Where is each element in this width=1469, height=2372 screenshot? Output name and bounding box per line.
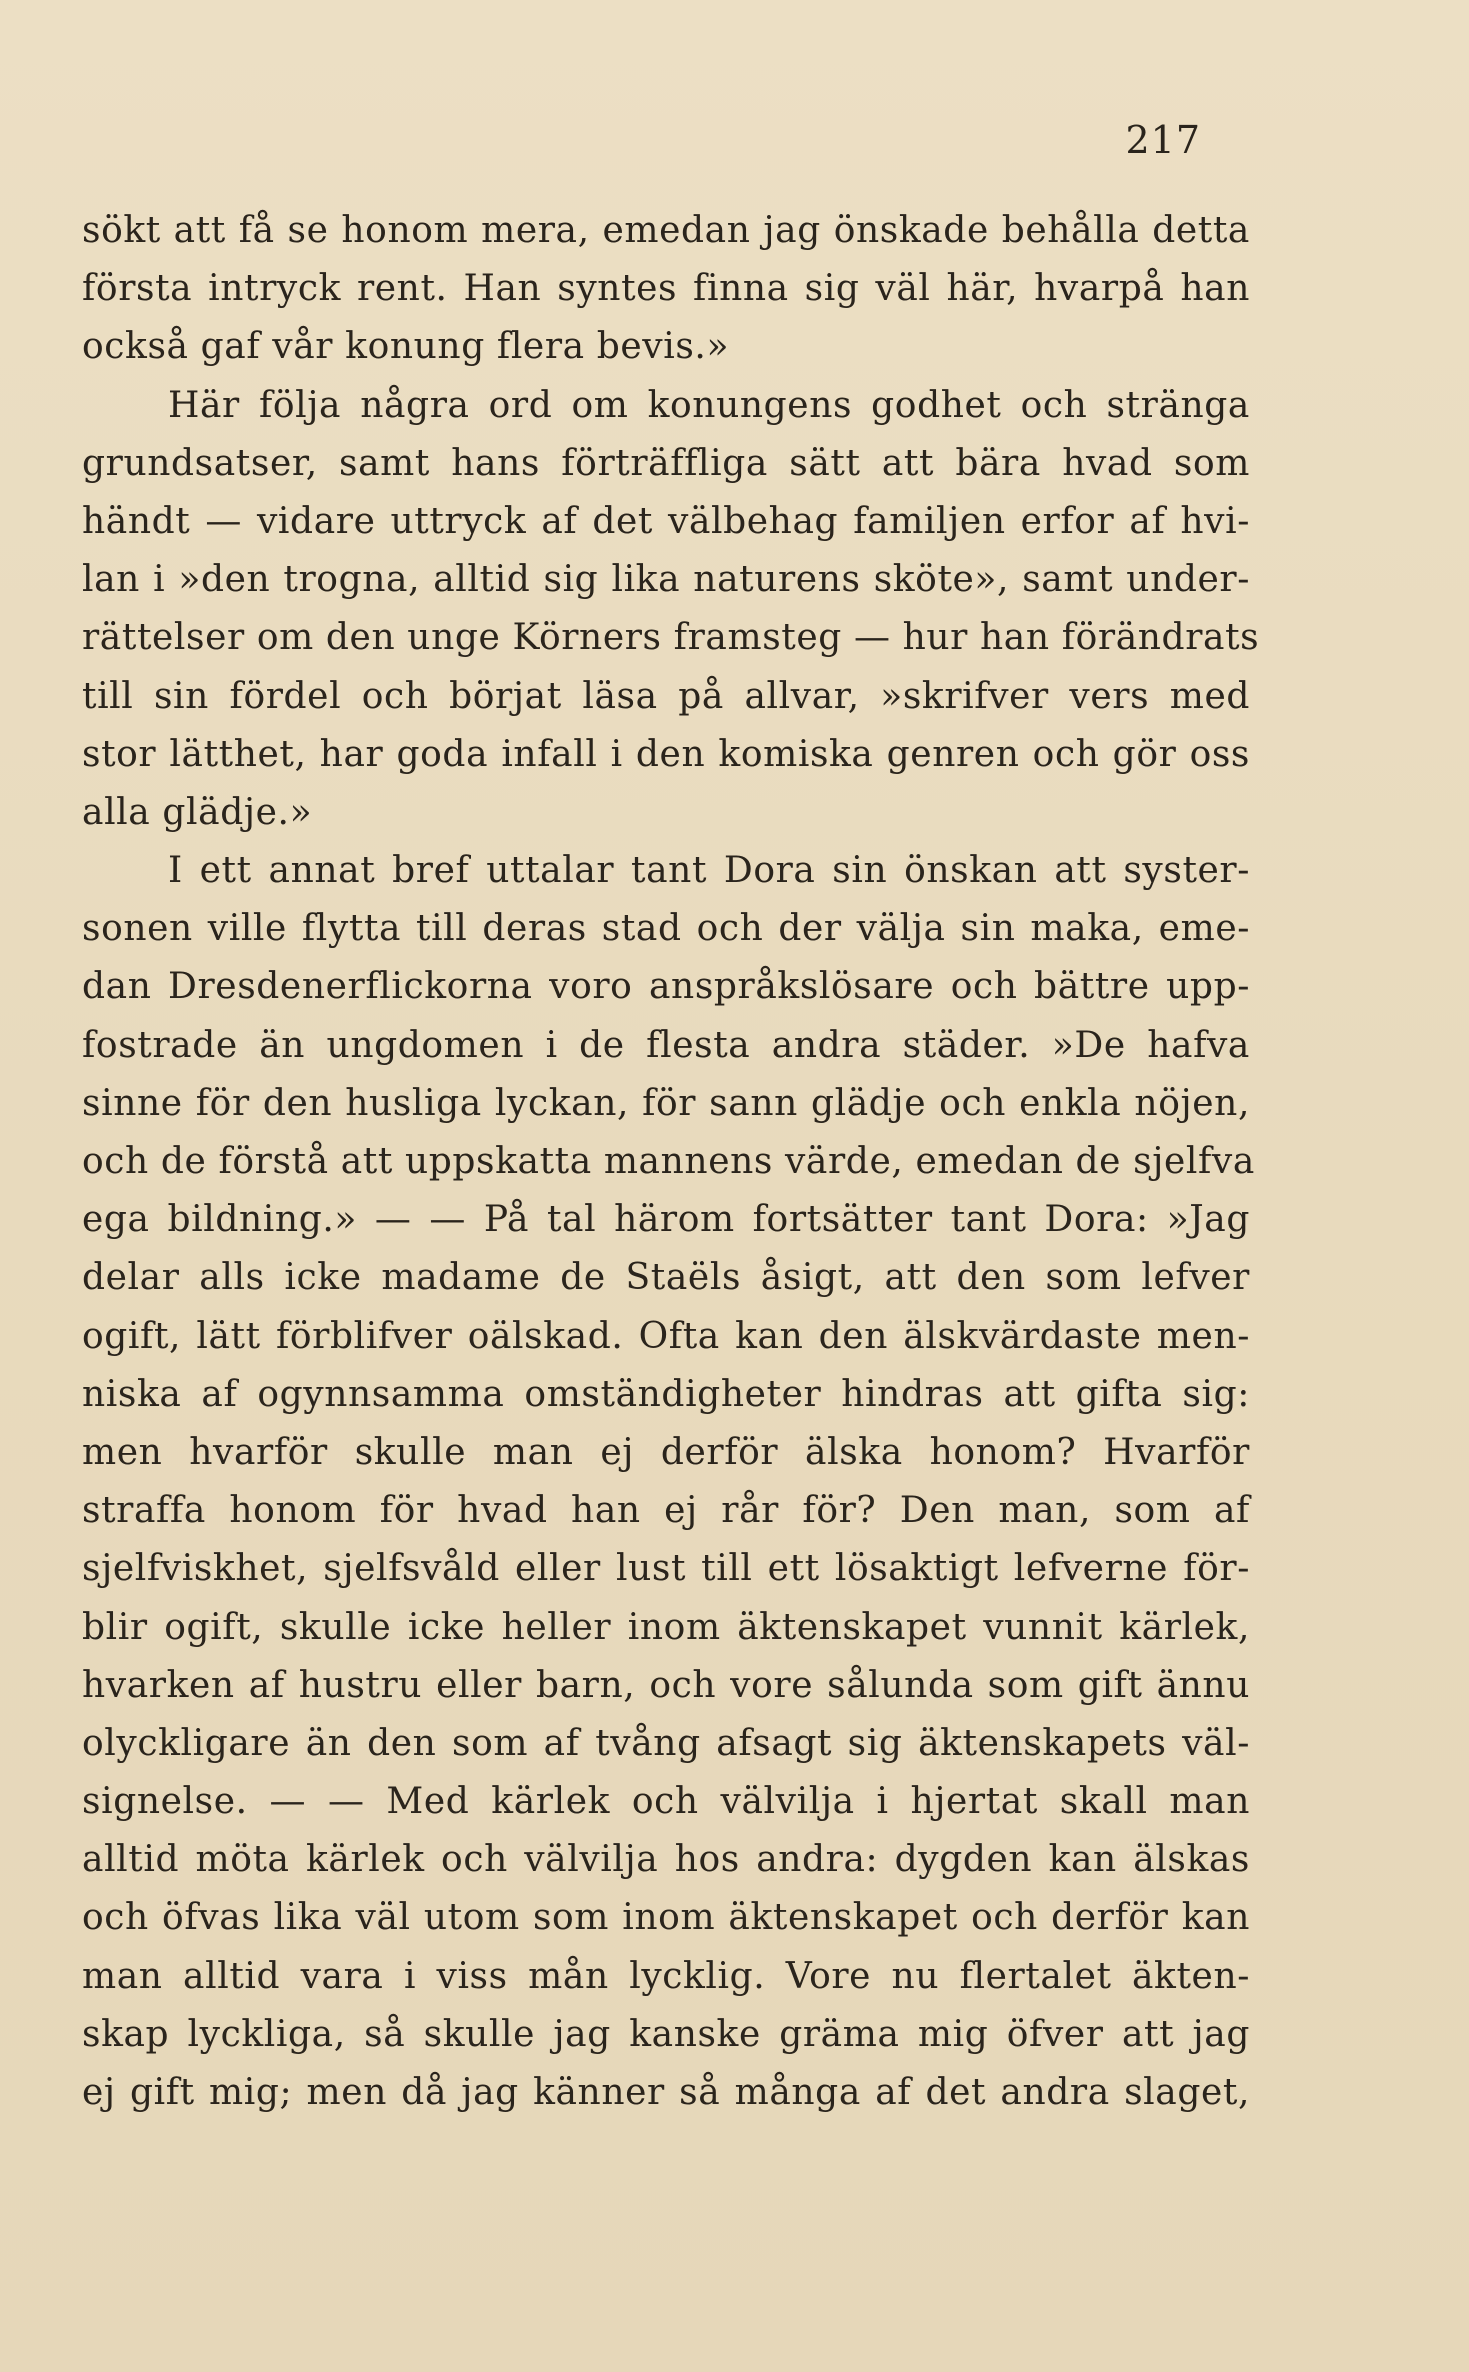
text-line: händt — vidare uttryck af det välbehag familjen erfor af hvi- [82,500,1250,542]
text-line: sinne för den husliga lyckan, för sann glädje och enkla nöjen, [82,1082,1250,1124]
text-line: också gaf vår konung flera bevis.» [82,326,730,368]
text-line: till sin fördel och börjat läsa på allvar, »skrifver vers med [82,675,1250,717]
text-line: alla glädje.» [82,791,313,833]
text-line: sonen ville flytta till deras stad och der välja sin maka, eme- [82,908,1250,950]
text-line: alltid möta kärlek och välvilja hos andra: dygden kan älskas [82,1839,1250,1881]
text-line: man alltid vara i viss mån lycklig. Vore nu flertalet äkten- [82,1955,1250,1997]
text-line: delar alls icke madame de Staëls åsigt, att den som lefver [82,1257,1250,1299]
text-line: men hvarför skulle man ej derför älska honom? Hvarför [82,1431,1250,1473]
text-line: niska af ogynnsamma omständigheter hindras att gifta sig: [82,1373,1250,1415]
text-line: grundsatser, samt hans förträffliga sätt att bära hvad som [82,442,1250,484]
body-text [82,202,1260,2122]
text-line: I ett annat bref uttalar tant Dora sin önskan att syster- [168,850,1250,892]
text-line: sjelfviskhet, sjelfsvåld eller lust till ett lösaktigt lefverne för- [82,1548,1250,1590]
text-line: och öfvas lika väl utom som inom äktenskapet och derför kan [82,1897,1250,1939]
text-line: olyckligare än den som af tvång afsagt sig äktenskapets väl- [82,1722,1250,1764]
text-line: fostrade än ungdomen i de flesta andra städer. »De hafva [82,1024,1250,1066]
text-line: och de förstå att uppskatta mannens värde, emedan de sjelfva [82,1141,1255,1182]
text-line: straffa honom för hvad han ej rår för? Den man, som af [82,1490,1250,1532]
text-line: ej gift mig; men då jag känner så många af det andra slaget, [82,2072,1250,2113]
text-line: sökt att få se honom mera, emedan jag önskade behålla detta [82,210,1250,251]
text-line: ega bildning.» — — På tal härom fortsätter tant Dora: »Jag [82,1199,1250,1241]
text-line: lan i »den trogna, alltid sig lika naturens sköte», samt under- [82,559,1250,601]
text-line: blir ogift, skulle icke heller inom äktenskapet vunnit kärlek, [82,1606,1250,1648]
text-line: rättelser om den unge Körners framsteg — hur han förändrats [82,617,1260,659]
text-line: första intryck rent. Han syntes finna sig väl här, hvarpå han [82,268,1250,310]
text-line: signelse. — — Med kärlek och välvilja i hjertat skall man [82,1781,1250,1823]
text-line: ogift, lätt förblifver oälskad. Ofta kan den älskvärdaste men- [82,1315,1250,1357]
page-number: 217 [1125,118,1201,162]
text-line: dan Dresdenerflickorna voro anspråkslösare och bättre upp- [82,966,1250,1008]
text-line: skap lyckliga, så skulle jag kanske gräma mig öfver att jag [82,2013,1250,2055]
text-line: Här följa några ord om konungens godhet och stränga [168,384,1250,426]
text-line: hvarken af hustru eller barn, och vore sålunda som gift ännu [82,1664,1250,1706]
text-line: stor lätthet, har goda infall i den komiska genren och gör oss [82,733,1250,775]
